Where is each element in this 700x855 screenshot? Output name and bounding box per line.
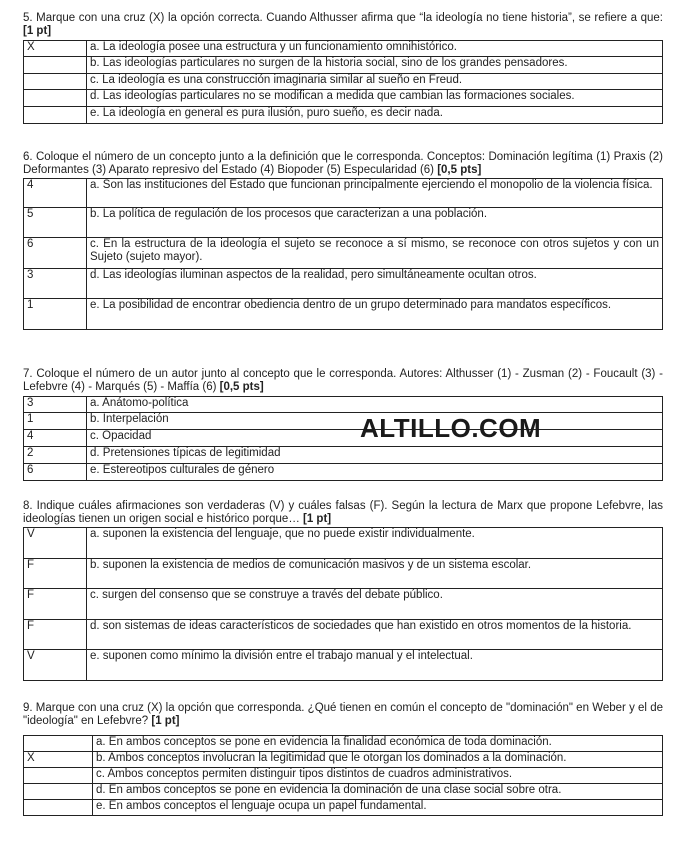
option-cell: b. suponen la existencia de medios de comunicación masivos y de un sistema escolar. <box>87 559 663 589</box>
option-cell: a. En ambos conceptos se pone en evidencia la finalidad económica de toda dominación. <box>93 736 663 752</box>
answer-cell[interactable]: V <box>24 650 87 681</box>
answer-cell[interactable]: 2 <box>24 447 87 464</box>
question-5-points: [1 pt] <box>23 25 52 37</box>
answer-cell[interactable] <box>24 736 93 752</box>
table-row <box>24 620 663 650</box>
question-8-text: 8. Indique cuáles afirmaciones son verdaderas (V) y cuáles falsas (F). Según la lectura de Marx que propone Lefebvre, las ideologías tienen un origen social e histórico porque… [1 pt] <box>23 500 663 525</box>
answer-cell[interactable]: F <box>24 589 87 620</box>
question-6-text: 6. Coloque el número de un concepto junto a la definición que le corresponda. Conceptos: Dominación legítima (1) Praxis (2) Deformantes (3) Aparato represivo del Estado (4) Biopoder (5) Especularidad (6) [0,5 pts] <box>23 151 663 176</box>
question-7 <box>23 368 663 481</box>
table-row <box>24 589 663 620</box>
option-cell: e. En ambos conceptos el lenguaje ocupa un papel fundamental. <box>93 800 663 816</box>
question-5-table <box>23 40 663 124</box>
answer-cell[interactable] <box>24 800 93 816</box>
question-7-points: [0,5 pts] <box>219 381 264 393</box>
option-cell: d. Las ideologías particulares no se modifican a medida que cambian las formaciones sociales. <box>87 90 663 107</box>
table-row <box>24 528 663 559</box>
question-8-table <box>23 527 663 681</box>
table-row <box>24 413 663 430</box>
table-row <box>24 269 663 299</box>
question-7-table <box>23 396 663 481</box>
table-row <box>24 107 663 124</box>
answer-cell[interactable] <box>24 57 87 74</box>
option-cell: c. Ambos conceptos permiten distinguir tipos distintos de cuadros administrativos. <box>93 768 663 784</box>
answer-cell[interactable]: 6 <box>24 464 87 481</box>
option-cell: a. suponen la existencia del lenguaje, que no puede existir individualmente. <box>87 528 663 559</box>
question-9-points: [1 pt] <box>151 715 180 727</box>
question-8-points: [1 pt] <box>303 513 332 525</box>
table-row <box>24 768 663 784</box>
table-row <box>24 430 663 447</box>
option-cell: d. En ambos conceptos se pone en evidencia la dominación de una clase social sobre otra. <box>93 784 663 800</box>
table-row <box>24 397 663 413</box>
question-5-text: 5. Marque con una cruz (X) la opción correcta. Cuando Althusser afirma que “la ideología no tiene historia”, se refiere a que: [1 pt] <box>23 12 663 37</box>
table-row <box>24 238 663 269</box>
table-row <box>24 752 663 768</box>
option-cell: b. La política de regulación de los procesos que caracterizan a una población. <box>87 208 663 238</box>
option-cell: d. Las ideologías iluminan aspectos de la realidad, pero simultáneamente ocultan otros. <box>87 269 663 299</box>
answer-cell[interactable]: X <box>24 752 93 768</box>
option-cell: e. La posibilidad de encontrar obediencia dentro de un grupo determinado para mandatos específicos. <box>87 299 663 330</box>
table-row <box>24 74 663 90</box>
question-8 <box>23 500 663 681</box>
table-row <box>24 736 663 752</box>
option-cell: e. Estereotipos culturales de género <box>87 464 663 481</box>
option-cell: b. Ambos conceptos involucran la legitimidad que le otorgan los dominados a la dominación. <box>93 752 663 768</box>
question-7-text: 7. Coloque el número de un autor junto al concepto que le corresponda. Autores: Althusser (1) - Zusman (2) - Foucault (3) - Lefebvre (4) - Marqués (5) - Maffía (6) [0,5 pts] <box>23 368 663 393</box>
answer-cell[interactable]: 1 <box>24 413 87 430</box>
answer-cell[interactable]: F <box>24 559 87 589</box>
answer-cell[interactable]: F <box>24 620 87 650</box>
table-row <box>24 800 663 816</box>
option-cell: d. son sistemas de ideas característicos de sociedades que han existido en otros momentos de la historia. <box>87 620 663 650</box>
table-row <box>24 90 663 107</box>
question-9 <box>23 702 663 816</box>
question-6-points: [0,5 pts] <box>437 164 482 176</box>
table-row <box>24 57 663 74</box>
table-row <box>24 559 663 589</box>
question-9-text: 9. Marque con una cruz (X) la opción que corresponda. ¿Qué tienen en común el concepto de "dominación" en Weber y el de "ideología" en Lefebvre? [1 pt] <box>23 702 663 727</box>
option-cell: a. Anátomo-política <box>87 397 663 413</box>
option-cell: a. La ideología posee una estructura y un funcionamiento omnihistórico. <box>87 41 663 57</box>
option-cell: e. La ideología en general es pura ilusión, puro sueño, es decir nada. <box>87 107 663 124</box>
option-cell: c. En la estructura de la ideología el sujeto se reconoce a sí mismo, se reconoce con otros sujetos y con un Sujeto (sujeto mayor). <box>87 238 663 269</box>
table-row <box>24 784 663 800</box>
watermark: ALTILLO.COM <box>360 413 542 443</box>
answer-cell[interactable]: X <box>24 41 87 57</box>
answer-cell[interactable]: 3 <box>24 269 87 299</box>
answer-cell[interactable] <box>24 74 87 90</box>
answer-cell[interactable]: 4 <box>24 430 87 447</box>
table-row <box>24 447 663 464</box>
answer-cell[interactable]: V <box>24 528 87 559</box>
table-row <box>24 41 663 57</box>
option-cell: b. Interpelación <box>87 413 663 430</box>
table-row <box>24 464 663 481</box>
answer-cell[interactable] <box>24 107 87 124</box>
answer-cell[interactable]: 4 <box>24 179 87 208</box>
table-row <box>24 208 663 238</box>
answer-cell[interactable] <box>24 90 87 107</box>
table-row <box>24 179 663 208</box>
option-cell: b. Las ideologías particulares no surgen de la historia social, sino de los grandes pensadores. <box>87 57 663 74</box>
answer-cell[interactable]: 3 <box>24 397 87 413</box>
question-6 <box>23 151 663 330</box>
option-cell: c. Opacidad <box>87 430 663 447</box>
answer-cell[interactable]: 1 <box>24 299 87 330</box>
answer-cell[interactable] <box>24 784 93 800</box>
option-cell: e. suponen como mínimo la división entre el trabajo manual y el intelectual. <box>87 650 663 681</box>
option-cell: d. Pretensiones típicas de legitimidad <box>87 447 663 464</box>
table-row <box>24 650 663 681</box>
option-cell: a. Son las instituciones del Estado que funcionan principalmente ejerciendo el monopolio de la violencia física. <box>87 179 663 208</box>
option-cell: c. La ideología es una construcción imaginaria similar al sueño en Freud. <box>87 74 663 90</box>
answer-cell[interactable] <box>24 768 93 784</box>
table-row <box>24 299 663 330</box>
option-cell: c. surgen del consenso que se construye a través del debate público. <box>87 589 663 620</box>
answer-cell[interactable]: 5 <box>24 208 87 238</box>
answer-cell[interactable]: 6 <box>24 238 87 269</box>
question-9-table <box>23 735 663 816</box>
question-5 <box>23 12 663 124</box>
question-6-table <box>23 178 663 330</box>
